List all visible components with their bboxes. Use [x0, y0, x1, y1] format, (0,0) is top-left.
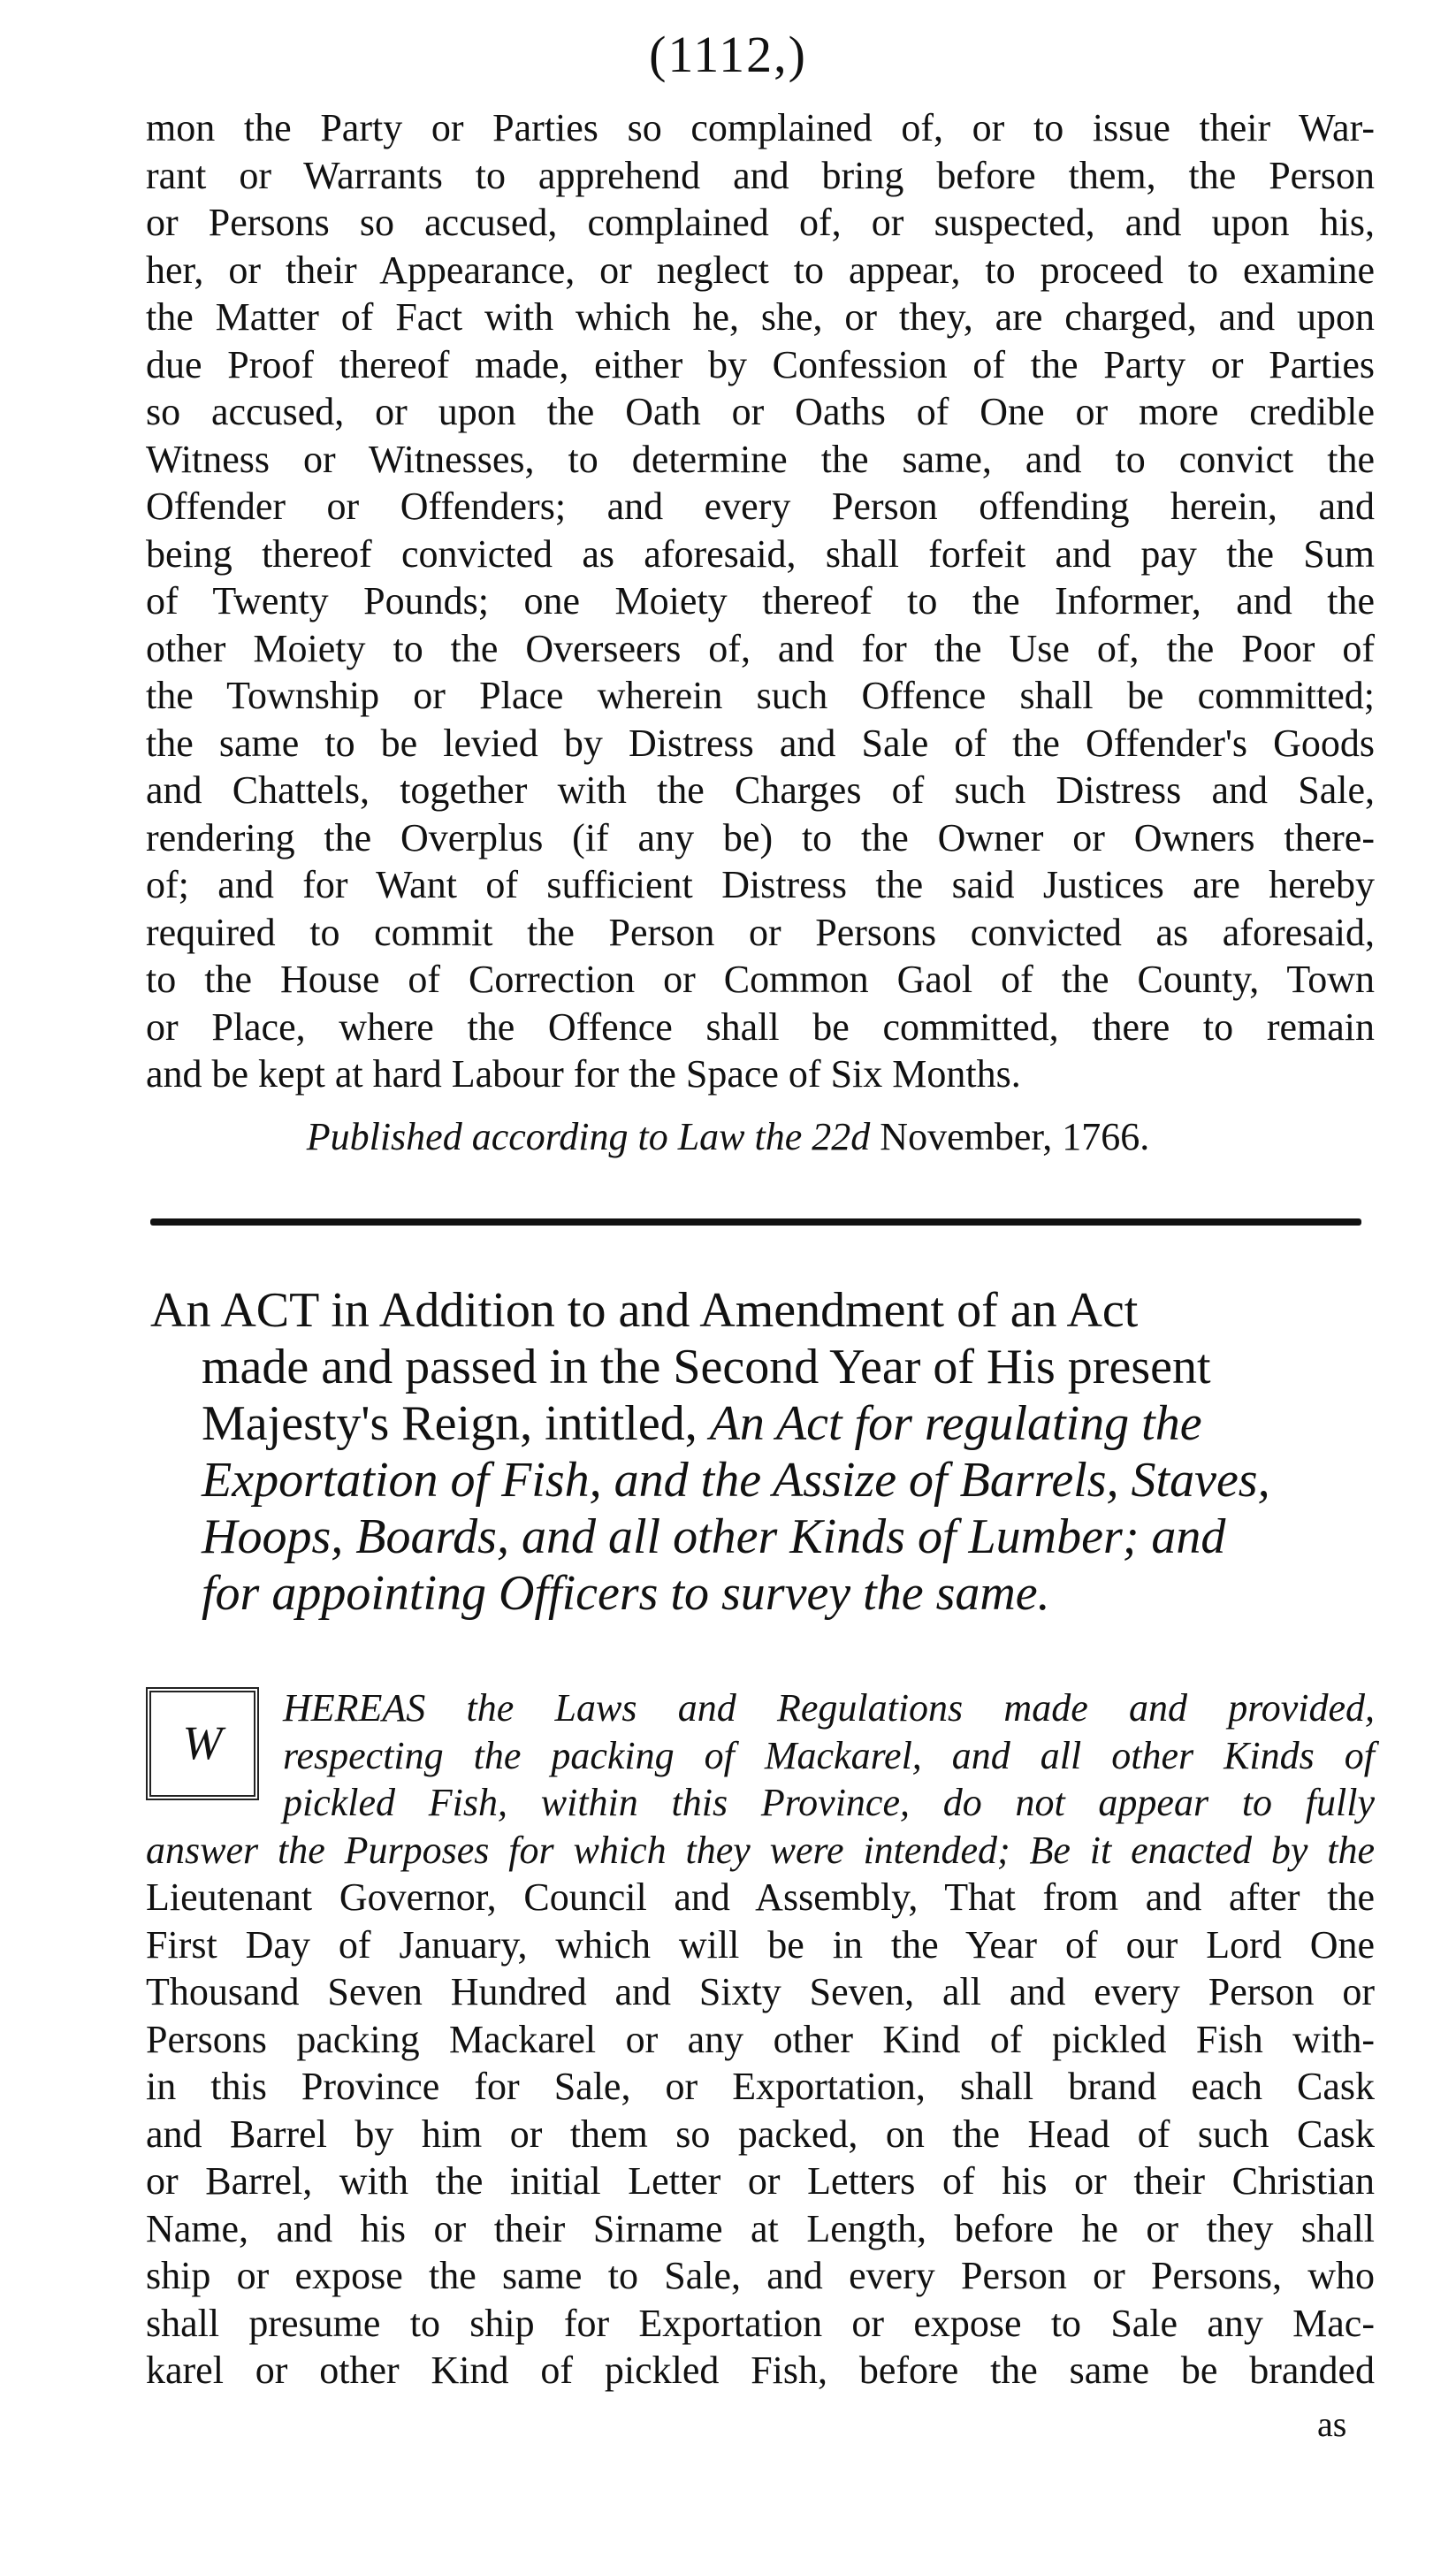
- act-title-line: [150, 1452, 1370, 1509]
- text-line: so accused, or upon the Oath or Oaths of One or more credible: [146, 390, 1375, 433]
- text-line: Lieutenant Governor, Council and Assembly, That from and after the: [146, 1875, 1375, 1919]
- text-line: being thereof convicted as aforesaid, shall forfeit and pay the Sum: [146, 531, 1375, 576]
- act-title-line: An ACT in Addition to and Amendment of an Act: [150, 1283, 1139, 1338]
- preamble-text: [146, 1684, 1375, 2395]
- act-title-italic: for appointing Officers to survey the same.: [202, 1566, 1050, 1621]
- text-line: [146, 1684, 1375, 1732]
- act-title-line: [150, 1395, 1370, 1452]
- drop-cap: W: [146, 1687, 259, 1800]
- text-line: rendering the Overplus (if any be) to the Owner or Owners there-: [146, 815, 1375, 859]
- act-title-italic: Exportation of Fish, and the Assize of Barrels, Staves,: [202, 1453, 1270, 1508]
- text-line: and Barrel by him or them so packed, on the Head of such Cask: [146, 2112, 1375, 2156]
- text-line: Witness or Witnesses, to determine the same, and to convict the: [146, 437, 1375, 481]
- publication-notice: [0, 1114, 1456, 1159]
- text-line: her, or their Appearance, or neglect to appear, to proceed to examine: [146, 248, 1375, 292]
- catchword: as: [1317, 2404, 1347, 2444]
- text-line: required to commit the Person or Persons convicted as aforesaid,: [146, 910, 1375, 954]
- text-line: or Persons so accused, complained of, or suspected, and upon his,: [146, 201, 1375, 244]
- text-line: ship or expose the same to Sale, and every Person or Persons, who: [146, 2254, 1375, 2297]
- section-divider: [150, 1218, 1361, 1226]
- text-line: shall presume to ship for Exportation or expose to Sale any Mac-: [146, 2301, 1375, 2345]
- text-line: karel or other Kind of pickled Fish, before the same be branded: [146, 2349, 1375, 2392]
- publication-notice-italic: Published according to Law the 22d: [306, 1115, 871, 1158]
- preamble-italic: pickled Fish, within this Province, do not appear to fully: [283, 1781, 1375, 1824]
- preamble-italic: answer the Purposes for which they were intended; Be it enacted by the: [146, 1828, 1375, 1872]
- act-title-line: [150, 1509, 1370, 1565]
- text-line: to the House of Correction or Common Gaol of the County, Town: [146, 958, 1375, 1001]
- page-number: (1112,): [649, 26, 807, 83]
- text-line-last: and be kept at hard Labour for the Space of Six Months.: [146, 1052, 1021, 1096]
- text-line: Name, and his or their Sirname at Length, before he or they shall: [146, 2206, 1375, 2250]
- text-line: the Matter of Fact with which he, she, or they, are charged, and upon: [146, 295, 1375, 339]
- text-line: other Moiety to the Overseers of, and for the Use of, the Poor of: [146, 626, 1375, 670]
- act-title-italic: Hoops, Boards, and all other Kinds of Lumber; and: [202, 1509, 1226, 1564]
- text-line: or Barrel, with the initial Letter or Letters of his or their Christian: [146, 2159, 1375, 2203]
- preamble-italic: HEREAS the Laws and Regulations made and provided,: [283, 1686, 1375, 1730]
- text-line: of; and for Want of sufficient Distress the said Justices are hereby: [146, 863, 1375, 906]
- text-line: of Twenty Pounds; one Moiety thereof to the Informer, and the: [146, 579, 1375, 622]
- act-title-line: [150, 1565, 1370, 1622]
- text-line: mon the Party or Parties so complained of, or to issue their War-: [146, 106, 1375, 149]
- text-line: rant or Warrants to apprehend and bring before them, the Person: [146, 153, 1375, 197]
- text-line: the Township or Place wherein such Offence shall be committed;: [146, 674, 1375, 717]
- text-line: [146, 1779, 1375, 1827]
- text-line: due Proof thereof made, either by Confession of the Party or Parties: [146, 342, 1375, 386]
- text-line: Thousand Seven Hundred and Sixty Seven, all and every Person or: [146, 1970, 1375, 2013]
- act-title-roman: Majesty's Reign, intitled,: [202, 1396, 698, 1451]
- act-title-italic: An Act for regulating the: [709, 1396, 1202, 1451]
- text-line: Persons packing Mackarel or any other Kind of pickled Fish with-: [146, 2017, 1375, 2061]
- text-line: Offender or Offenders; and every Person offending herein, and: [146, 485, 1375, 528]
- text-line: and Chattels, together with the Charges of such Distress and Sale,: [146, 768, 1375, 812]
- act-title: [150, 1282, 1370, 1622]
- text-line: [146, 1732, 1375, 1780]
- text-line: First Day of January, which will be in the Year of our Lord One: [146, 1922, 1375, 1967]
- text-line: in this Province for Sale, or Exportation, shall brand each Cask: [146, 2065, 1375, 2108]
- text-line: or Place, where the Offence shall be committed, there to remain: [146, 1004, 1375, 1049]
- continuation-text: [146, 104, 1375, 1098]
- preamble-italic: respecting the packing of Mackarel, and all other Kinds of: [283, 1733, 1375, 1777]
- act-title-line: made and passed in the Second Year of His present: [202, 1340, 1211, 1394]
- publication-notice-date: November, 1766.: [880, 1115, 1150, 1158]
- text-line: [146, 1827, 1375, 1875]
- text-line: the same to be levied by Distress and Sale of the Offender's Goods: [146, 721, 1375, 765]
